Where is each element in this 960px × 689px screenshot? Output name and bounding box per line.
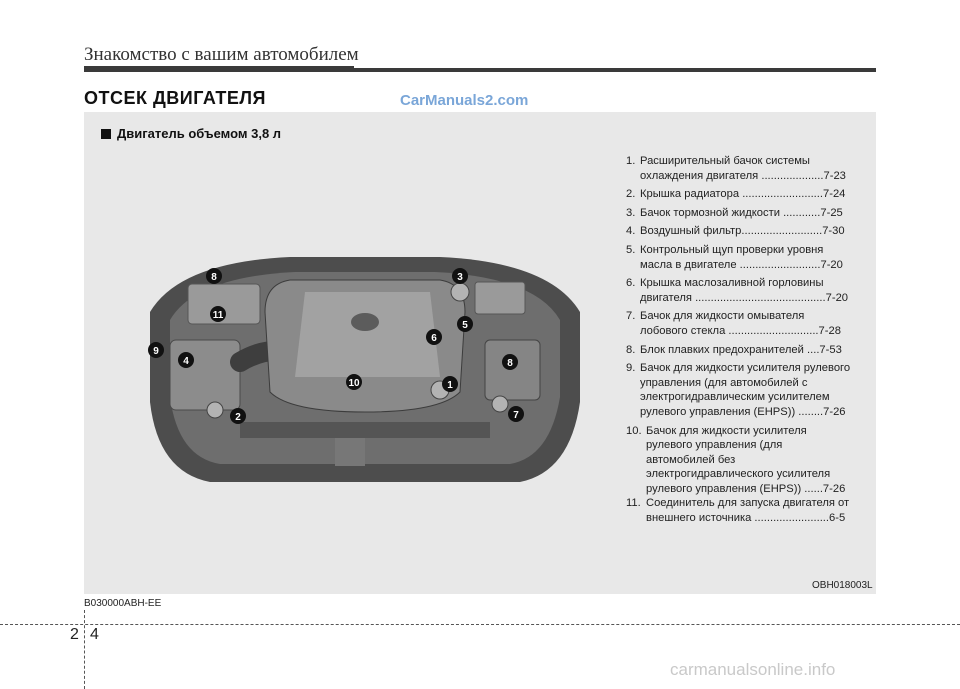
svg-text:6: 6 [431, 333, 437, 344]
item-text: рулевого управления (EHPS)) ......7-26 [646, 482, 846, 495]
callout-8-left [206, 268, 222, 284]
item-text: электрогидравлического усилителя [646, 468, 831, 481]
list-item [626, 154, 876, 183]
item-number: 3. [626, 206, 636, 219]
callout-5 [457, 316, 473, 332]
item-text: Блок плавких предохранителей ....7-53 [640, 343, 842, 356]
item-text: автомобилей без [646, 453, 736, 466]
item-number: 4. [626, 225, 636, 238]
item-number: 1. [626, 155, 636, 167]
watermark-top: CarManuals2.com [400, 92, 529, 109]
item-number: 7. [626, 310, 636, 323]
item-text: Бачок тормозной жидкости ............7-25 [640, 206, 843, 219]
list-item [626, 206, 876, 221]
svg-text:7: 7 [513, 410, 519, 421]
item-text: двигателя ..........................................7-20 [640, 291, 849, 304]
item-number: 5. [626, 243, 636, 256]
header-rule [84, 68, 876, 72]
svg-text:5: 5 [462, 320, 468, 331]
callout-10 [346, 374, 362, 390]
svg-text:1: 1 [447, 380, 453, 391]
svg-text:2: 2 [235, 412, 241, 423]
callout-1 [442, 376, 458, 392]
item-text: электрогидравлическим усилителем [640, 391, 830, 404]
svg-text:11: 11 [212, 310, 224, 321]
footer-vertical-divider [84, 610, 85, 689]
callout-8-right [502, 354, 518, 370]
list-item [626, 243, 876, 272]
item-text: Контрольный щуп проверки уровня [640, 243, 824, 256]
list-item [626, 496, 876, 525]
callout-11 [210, 306, 226, 322]
list-item [626, 343, 876, 358]
svg-text:8: 8 [507, 358, 513, 369]
item-text: лобового стекла .............................7-28 [640, 324, 841, 337]
item-text: масла в двигателе ..........................7-20 [640, 258, 843, 271]
page-chapter: 2 [70, 626, 79, 643]
component-list [626, 154, 876, 530]
list-item [626, 224, 876, 239]
callout-3 [452, 268, 468, 284]
list-item [626, 276, 876, 305]
item-text: Бачок для жидкости усилителя рулевого [640, 362, 851, 375]
page-number: 4 [90, 626, 99, 643]
footer-divider [0, 624, 960, 625]
item-text: Бачок для жидкости омывателя [640, 310, 805, 323]
callout-2 [230, 408, 246, 424]
item-text: Расширительный бачок системы [640, 155, 810, 167]
callout-6 [426, 329, 442, 345]
svg-text:10: 10 [348, 378, 360, 389]
item-text: Крышка маслозаливной горловины [640, 277, 824, 290]
subheading-text: Двигатель объемом 3,8 л [117, 126, 282, 141]
item-number: 8. [626, 343, 636, 356]
chapter-header: Знакомство с вашим автомобилем [84, 44, 359, 65]
item-text: Соединитель для запуска двигателя от [646, 497, 850, 510]
list-item [626, 361, 876, 419]
callout-9 [148, 342, 164, 358]
list-item [626, 187, 876, 202]
item-text: рулевого управления (EHPS)) ........7-26 [640, 405, 846, 418]
svg-text:9: 9 [153, 346, 159, 357]
svg-text:8: 8 [211, 272, 217, 283]
section-title: ОТСЕК ДВИГАТЕЛЯ [84, 88, 266, 108]
square-bullet-icon [101, 129, 111, 139]
callout-4 [178, 352, 194, 368]
item-text: управления (для автомобилей с [640, 376, 808, 389]
svg-text:4: 4 [183, 356, 189, 367]
watermark-bottom: carmanualsonline.info [670, 660, 836, 679]
item-text: Крышка радиатора ..........................7-24 [640, 188, 846, 201]
item-number: 9. [626, 362, 636, 375]
list-item [626, 309, 876, 338]
item-number: 6. [626, 277, 636, 290]
subheading [101, 126, 281, 141]
item-number: 11. [626, 497, 641, 510]
callout-7 [508, 406, 524, 422]
list-item [626, 424, 876, 497]
item-text: внешнего источника ........................6-5 [646, 512, 846, 525]
item-text: Воздушный фильтр..........................7-30 [640, 225, 845, 238]
item-text: охлаждения двигателя ....................7-23 [640, 169, 846, 182]
item-number: 10. [626, 424, 642, 437]
figure-code: OBH018003L [812, 580, 873, 591]
svg-text:3: 3 [457, 272, 463, 283]
document-code: B030000ABH-EE [84, 598, 162, 609]
item-number: 2. [626, 188, 636, 201]
engine-illustration [140, 252, 586, 486]
item-text: Бачок для жидкости усилителя [646, 424, 807, 437]
item-text: рулевого управления (для [646, 439, 783, 452]
